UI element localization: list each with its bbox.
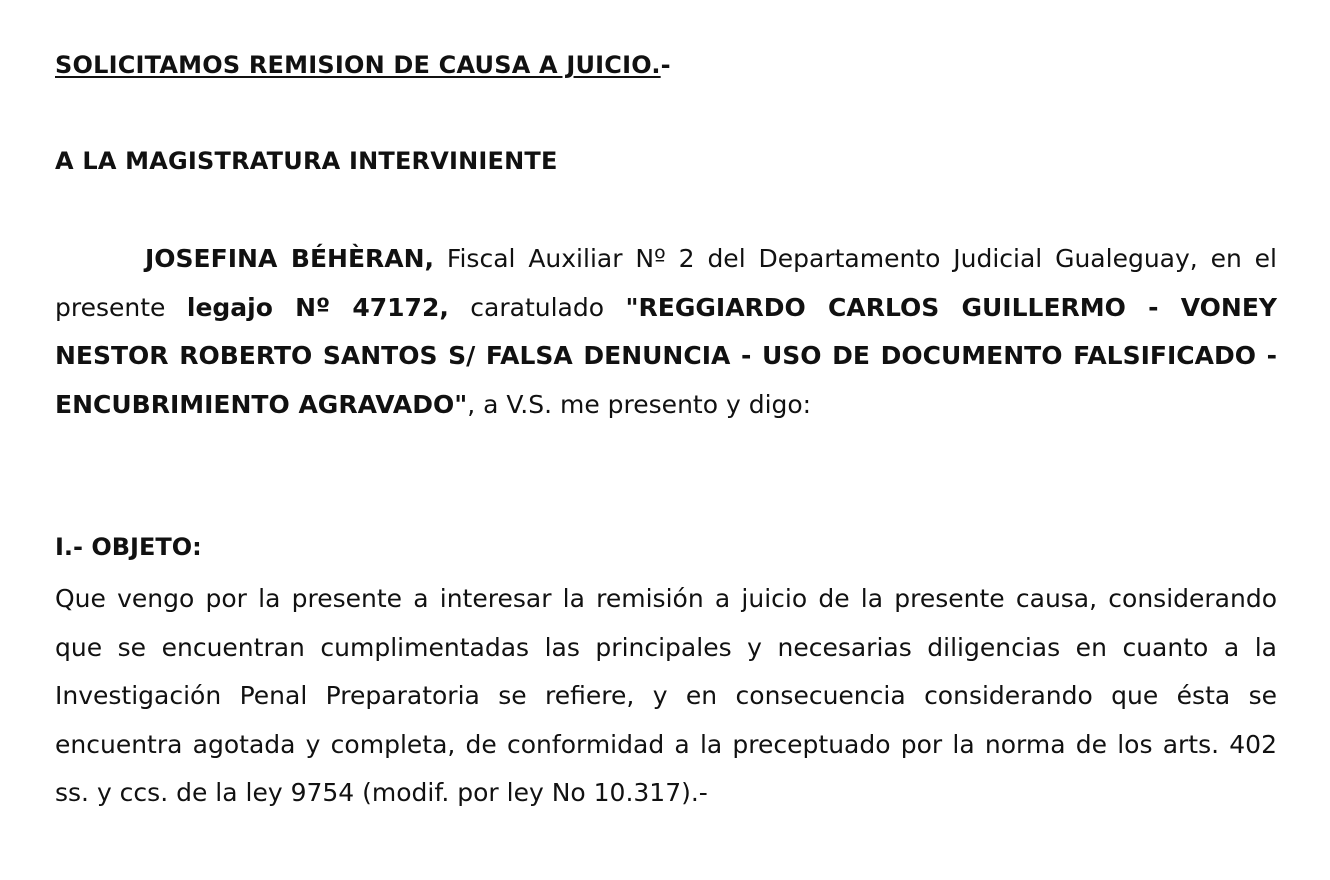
document-title xyxy=(55,50,671,80)
document-title-suffix: - xyxy=(660,51,671,79)
intro-text-2: caratulado xyxy=(448,292,626,322)
intro-text-3: , a V.S. me presento y digo: xyxy=(467,389,812,419)
prosecutor-name: JOSEFINA BÉHÈRAN, xyxy=(145,244,435,273)
intro-text-1: Fiscal Auxiliar Nº 2 del Departamento Judicial Gualeguay, en el presente xyxy=(55,244,1277,322)
document-title-text: SOLICITAMOS REMISION DE CAUSA A JUICIO. xyxy=(55,51,661,79)
section-objeto-body: Que vengo por la presente a interesar la remisión a juicio de la presente causa, considerando que se encuentran cumplimentadas las principales y necesarias diligencias en cuanto a la Investigación Penal Preparatoria se refiere, y en consecuencia considerando que ésta se encuentra agotada y completa, de conformidad a la preceptuado por la norma de los arts. 402 ss. y ccs. de la ley 9754 (modif. por ley No 10.317).- xyxy=(55,584,1277,807)
legajo-number: legajo Nº 47172, xyxy=(186,292,449,322)
intro-paragraph xyxy=(55,235,1277,429)
section-objeto-heading: I.- OBJETO: xyxy=(55,533,202,561)
case-caption: "REGGIARDO CARLOS GUILLERMO - VONEY NESTOR ROBERTO SANTOS S/ FALSA DENUNCIA - USO DE DOCUMENTO FALSIFICADO - ENCUBRIMIENTO AGRAVADO" xyxy=(55,292,1278,419)
addressee-heading: A LA MAGISTRATURA INTERVINIENTE xyxy=(55,147,558,175)
